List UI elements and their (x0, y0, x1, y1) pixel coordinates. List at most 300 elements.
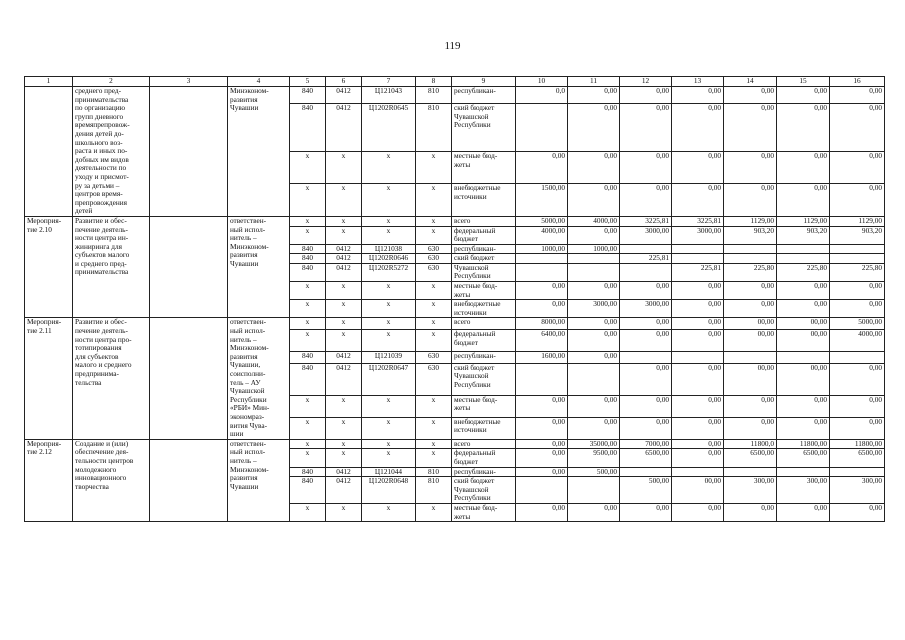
amount-cell (516, 363, 568, 395)
code-section-cell: x (326, 318, 362, 330)
code-target-cell: Ц121039 (362, 351, 416, 363)
amount-cell: 11800,00 (830, 439, 885, 449)
amount-cell: 0,00 (516, 449, 568, 467)
column-number-cell: 13 (672, 77, 724, 87)
code-section-cell: x (326, 395, 362, 417)
code-section-cell: x (326, 330, 362, 352)
code-grbs-cell: 840 (290, 263, 326, 281)
amount-cell: 0,00 (568, 104, 620, 152)
code-section-cell: x (326, 417, 362, 439)
amount-cell: 903,20 (777, 226, 830, 244)
amount-cell: 0,00 (620, 503, 672, 521)
event-name-cell: Развитие и обес- печение деятель- ности центра про- тотипирования для субъектов малого и среднего предпринима- тельства (73, 318, 150, 439)
amount-cell (777, 467, 830, 477)
amount-cell (830, 467, 885, 477)
amount-cell: 8000,00 (516, 318, 568, 330)
code-section-cell: x (326, 216, 362, 226)
amount-cell: 0,00 (672, 449, 724, 467)
budget-table (24, 76, 885, 522)
table-row (25, 216, 885, 226)
amount-cell: 0,00 (830, 104, 885, 152)
amount-cell (568, 254, 620, 264)
code-target-cell: Ц1202R0645 (362, 104, 416, 152)
amount-cell: 0,00 (672, 363, 724, 395)
column-number-cell: 5 (290, 77, 326, 87)
amount-cell (672, 351, 724, 363)
amount-cell: 0,00 (568, 318, 620, 330)
amount-cell: 3000,00 (620, 226, 672, 244)
funding-source-cell: Чувашской Республики (452, 263, 516, 281)
amount-cell: 300,00 (830, 477, 885, 504)
column-number-cell: 1 (25, 77, 73, 87)
amount-cell: 0,00 (830, 363, 885, 395)
amount-cell: 0,00 (672, 282, 724, 300)
amount-cell: 0,00 (516, 151, 568, 183)
amount-cell: 0,00 (724, 395, 777, 417)
column-number-row (25, 77, 885, 87)
event-name-cell: Создание и (или) обеспечение дея- тельности центров молодежного инновационного творчества (73, 439, 150, 521)
amount-cell: 6400,00 (516, 330, 568, 352)
amount-cell: 500,00 (620, 477, 672, 504)
funding-source-cell: местные бюд- жеты (452, 395, 516, 417)
amount-cell: 0,00 (672, 87, 724, 104)
amount-cell (777, 351, 830, 363)
column-number-cell: 8 (416, 77, 452, 87)
amount-cell: 0,00 (830, 417, 885, 439)
amount-cell: 1000,00 (568, 244, 620, 254)
code-type-cell: 630 (416, 351, 452, 363)
amount-cell: 0,00 (568, 503, 620, 521)
table-body (25, 77, 885, 522)
code-grbs-cell: x (290, 395, 326, 417)
event-number-cell: Мероприя- тие 2.11 (25, 318, 73, 439)
code-type-cell: x (416, 226, 452, 244)
code-type-cell: 810 (416, 104, 452, 152)
amount-cell: 1500,00 (516, 184, 568, 217)
code-target-cell: x (362, 318, 416, 330)
amount-cell (672, 244, 724, 254)
amount-cell: 0,00 (672, 439, 724, 449)
amount-cell: 903,20 (724, 226, 777, 244)
code-grbs-cell: 840 (290, 351, 326, 363)
amount-cell: 0,00 (777, 300, 830, 318)
executor-cell: ответствен- ный испол- нитель – Минэконом- развития Чувашии (228, 216, 290, 318)
amount-cell: 00,00 (777, 330, 830, 352)
code-section-cell: x (326, 282, 362, 300)
code-target-cell: x (362, 449, 416, 467)
amount-cell (620, 244, 672, 254)
code-section-cell: x (326, 439, 362, 449)
column-number-cell: 11 (568, 77, 620, 87)
code-type-cell: x (416, 439, 452, 449)
amount-cell: 0,00 (620, 104, 672, 152)
event-number-cell (25, 87, 73, 217)
code-type-cell: 630 (416, 254, 452, 264)
code-section-cell: 0412 (326, 263, 362, 281)
code-section-cell: 0412 (326, 87, 362, 104)
amount-cell: 0,00 (516, 439, 568, 449)
code-type-cell: 810 (416, 87, 452, 104)
funding-source-cell: всего (452, 216, 516, 226)
funding-source-cell: всего (452, 318, 516, 330)
funding-source-cell: всего (452, 439, 516, 449)
amount-cell: 225,81 (672, 263, 724, 281)
amount-cell: 0,00 (672, 151, 724, 183)
amount-cell: 0,00 (777, 503, 830, 521)
amount-cell (516, 263, 568, 281)
code-type-cell: x (416, 503, 452, 521)
funding-source-cell: ский бюджет Чувашской Республики (452, 363, 516, 395)
funding-source-cell: местные бюд- жеты (452, 282, 516, 300)
amount-cell: 0,00 (672, 330, 724, 352)
amount-cell: 4000,00 (516, 226, 568, 244)
amount-cell (516, 254, 568, 264)
column-number-cell: 4 (228, 77, 290, 87)
amount-cell: 00,00 (777, 318, 830, 330)
code-target-cell: Ц121044 (362, 467, 416, 477)
amount-cell: 0,00 (516, 282, 568, 300)
funding-source-cell: федеральный бюджет (452, 226, 516, 244)
amount-cell: 0,00 (568, 351, 620, 363)
code-type-cell: 810 (416, 477, 452, 504)
amount-cell: 0,00 (516, 395, 568, 417)
amount-cell (724, 254, 777, 264)
amount-cell: 6500,00 (830, 449, 885, 467)
amount-cell: 7000,00 (620, 439, 672, 449)
code-type-cell: x (416, 395, 452, 417)
executor-cell: ответствен- ный испол- нитель – Минэконом- развития Чувашии (228, 439, 290, 521)
code-grbs-cell: 840 (290, 477, 326, 504)
code-target-cell: Ц1202R5272 (362, 263, 416, 281)
amount-cell: 0,00 (516, 417, 568, 439)
table-row (25, 318, 885, 330)
column-number-cell: 9 (452, 77, 516, 87)
code-section-cell: x (326, 151, 362, 183)
amount-cell: 3225,81 (672, 216, 724, 226)
amount-cell: 0,00 (516, 300, 568, 318)
code-section-cell: 0412 (326, 363, 362, 395)
amount-cell: 0,00 (568, 184, 620, 217)
code-type-cell: x (416, 318, 452, 330)
amount-cell: 0,00 (672, 417, 724, 439)
code-grbs-cell: x (290, 503, 326, 521)
amount-cell: 225,80 (830, 263, 885, 281)
code-section-cell: x (326, 503, 362, 521)
code-target-cell: x (362, 300, 416, 318)
code-target-cell: Ц121043 (362, 87, 416, 104)
amount-cell: 0,00 (620, 282, 672, 300)
amount-cell: 0,00 (568, 417, 620, 439)
amount-cell: 4000,00 (830, 330, 885, 352)
code-target-cell: x (362, 282, 416, 300)
code-type-cell: 630 (416, 363, 452, 395)
amount-cell: 9500,00 (568, 449, 620, 467)
amount-cell (672, 467, 724, 477)
code-type-cell: x (416, 300, 452, 318)
code-grbs-cell: x (290, 184, 326, 217)
table-row (25, 87, 885, 104)
amount-cell: 0,00 (620, 395, 672, 417)
amount-cell: 0,00 (620, 363, 672, 395)
amount-cell: 0,00 (568, 330, 620, 352)
amount-cell: 1129,00 (724, 216, 777, 226)
column-number-cell: 2 (73, 77, 150, 87)
code-grbs-cell: x (290, 417, 326, 439)
amount-cell: 0,00 (620, 330, 672, 352)
code-grbs-cell: x (290, 300, 326, 318)
amount-cell: 0,00 (672, 318, 724, 330)
amount-cell: 00,00 (724, 318, 777, 330)
amount-cell: 6500,00 (620, 449, 672, 467)
amount-cell: 0,00 (516, 503, 568, 521)
amount-cell: 6500,00 (724, 449, 777, 467)
amount-cell (724, 467, 777, 477)
amount-cell: 0,00 (620, 87, 672, 104)
funding-source-cell: внебюджетные источники (452, 184, 516, 217)
amount-cell: 11800,0 (724, 439, 777, 449)
code-target-cell: Ц121038 (362, 244, 416, 254)
event-name-cell: Развитие и обес- печение деятель- ности центра ин- жиниринга для субъектов малого и среднего пред- принимательства (73, 216, 150, 318)
amount-cell (777, 254, 830, 264)
amount-cell: 00,00 (724, 330, 777, 352)
amount-cell: 0,0 (516, 87, 568, 104)
amount-cell: 0,00 (777, 104, 830, 152)
amount-cell: 0,00 (724, 87, 777, 104)
amount-cell: 0,00 (724, 104, 777, 152)
amount-cell: 0,00 (724, 282, 777, 300)
amount-cell: 0,00 (830, 184, 885, 217)
event-name-cell: среднего пред- принимательства по организацию групп дневного времяпрепровож- дения детей до- школьного воз- раста и иных по- добных им видов деятельности по уходу и присмот- ру за детьми – центров время- препровождения детей (73, 87, 150, 217)
code-section-cell: 0412 (326, 351, 362, 363)
code-target-cell: x (362, 503, 416, 521)
code-target-cell: x (362, 330, 416, 352)
column-number-cell: 7 (362, 77, 416, 87)
amount-cell: 0,00 (672, 104, 724, 152)
amount-cell: 0,00 (724, 300, 777, 318)
amount-cell: 1600,00 (516, 351, 568, 363)
amount-cell (672, 254, 724, 264)
code-target-cell: x (362, 439, 416, 449)
funding-source-cell: внебюджетные источники (452, 417, 516, 439)
code-grbs-cell: 840 (290, 87, 326, 104)
amount-cell: 0,00 (568, 151, 620, 183)
amount-cell: 0,00 (672, 300, 724, 318)
code-target-cell: Ц1202R0646 (362, 254, 416, 264)
code-section-cell: 0412 (326, 477, 362, 504)
code-target-cell: x (362, 226, 416, 244)
amount-cell (777, 244, 830, 254)
event-number-cell: Мероприя- тие 2.10 (25, 216, 73, 318)
amount-cell: 0,00 (830, 87, 885, 104)
amount-cell: 00,00 (672, 477, 724, 504)
funding-source-cell: ский бюджет Чувашской Республики (452, 477, 516, 504)
amount-cell (830, 254, 885, 264)
amount-cell: 0,00 (516, 467, 568, 477)
amount-cell: 0,00 (620, 318, 672, 330)
amount-cell (568, 477, 620, 504)
code-type-cell: 630 (416, 244, 452, 254)
amount-cell: 35000,00 (568, 439, 620, 449)
code-grbs-cell: 840 (290, 363, 326, 395)
funding-source-cell: местные бюд- жеты (452, 151, 516, 183)
code-grbs-cell: x (290, 151, 326, 183)
amount-cell: 0,00 (830, 282, 885, 300)
funding-source-cell: ский бюджет Чувашской Республики (452, 104, 516, 152)
amount-cell: 11800,00 (777, 439, 830, 449)
column-number-cell: 12 (620, 77, 672, 87)
executor-cell: ответствен- ный испол- нитель – Минэконом- развития Чувашии, соисполни- тель – АУ Чувашской Республики «РБИ» Мин- экономраз- вития Чува- шии (228, 318, 290, 439)
amount-cell: 3000,00 (620, 300, 672, 318)
amount-cell: 225,81 (620, 254, 672, 264)
amount-cell: 0,00 (672, 184, 724, 217)
funding-source-cell: федеральный бюджет (452, 330, 516, 352)
code-grbs-cell: 840 (290, 254, 326, 264)
amount-cell: 0,00 (672, 395, 724, 417)
funding-source-cell: внебюджетные источники (452, 300, 516, 318)
amount-cell: 0,00 (724, 503, 777, 521)
code-grbs-cell: 840 (290, 467, 326, 477)
amount-cell: 903,20 (830, 226, 885, 244)
column-number-cell: 16 (830, 77, 885, 87)
funding-source-cell: республикан- (452, 244, 516, 254)
code-section-cell: 0412 (326, 467, 362, 477)
code-grbs-cell: x (290, 216, 326, 226)
code-section-cell: x (326, 449, 362, 467)
amount-cell: 0,00 (620, 417, 672, 439)
amount-cell: 00,00 (777, 363, 830, 395)
amount-cell: 300,00 (777, 477, 830, 504)
code-section-cell: x (326, 184, 362, 217)
amount-cell: 0,00 (568, 282, 620, 300)
code-target-cell: Ц1202R0647 (362, 363, 416, 395)
amount-cell: 0,00 (568, 87, 620, 104)
code-grbs-cell: x (290, 330, 326, 352)
amount-cell: 00,00 (724, 363, 777, 395)
code-target-cell: x (362, 151, 416, 183)
code-type-cell: x (416, 184, 452, 217)
empty-cell (150, 318, 228, 439)
code-grbs-cell: 840 (290, 244, 326, 254)
event-number-cell: Мероприя- тие 2.12 (25, 439, 73, 521)
code-type-cell: x (416, 449, 452, 467)
amount-cell (568, 363, 620, 395)
empty-cell (150, 439, 228, 521)
amount-cell: 0,00 (830, 395, 885, 417)
amount-cell: 0,00 (620, 151, 672, 183)
amount-cell: 0,00 (724, 184, 777, 217)
amount-cell (830, 244, 885, 254)
table-row (25, 439, 885, 449)
amount-cell: 5000,00 (830, 318, 885, 330)
amount-cell: 0,00 (830, 503, 885, 521)
amount-cell: 0,00 (724, 417, 777, 439)
amount-cell: 0,00 (620, 184, 672, 217)
funding-source-cell: республикан- (452, 87, 516, 104)
code-section-cell: x (326, 226, 362, 244)
code-target-cell: x (362, 184, 416, 217)
amount-cell: 0,00 (830, 300, 885, 318)
column-number-cell: 6 (326, 77, 362, 87)
amount-cell: 5000,00 (516, 216, 568, 226)
amount-cell: 0,00 (724, 151, 777, 183)
column-number-cell: 14 (724, 77, 777, 87)
amount-cell (724, 244, 777, 254)
amount-cell: 3225,81 (620, 216, 672, 226)
amount-cell: 0,00 (568, 226, 620, 244)
column-number-cell: 15 (777, 77, 830, 87)
amount-cell (516, 477, 568, 504)
amount-cell: 0,00 (672, 503, 724, 521)
amount-cell: 0,00 (777, 282, 830, 300)
funding-source-cell: федеральный бюджет (452, 449, 516, 467)
code-type-cell: x (416, 216, 452, 226)
code-section-cell: 0412 (326, 104, 362, 152)
amount-cell: 1129,00 (830, 216, 885, 226)
amount-cell: 0,00 (777, 184, 830, 217)
code-section-cell: 0412 (326, 254, 362, 264)
amount-cell: 0,00 (777, 395, 830, 417)
code-type-cell: 810 (416, 467, 452, 477)
code-section-cell: x (326, 300, 362, 318)
amount-cell: 225,80 (777, 263, 830, 281)
code-type-cell: 630 (416, 263, 452, 281)
amount-cell: 225,80 (724, 263, 777, 281)
amount-cell: 3000,00 (672, 226, 724, 244)
code-grbs-cell: x (290, 439, 326, 449)
amount-cell: 4000,00 (568, 216, 620, 226)
funding-source-cell: местные бюд- жеты (452, 503, 516, 521)
code-target-cell: x (362, 417, 416, 439)
code-type-cell: x (416, 282, 452, 300)
amount-cell (516, 104, 568, 152)
amount-cell: 1129,00 (777, 216, 830, 226)
amount-cell (620, 351, 672, 363)
code-type-cell: x (416, 330, 452, 352)
funding-source-cell: ский бюджет (452, 254, 516, 264)
code-target-cell: Ц1202R0648 (362, 477, 416, 504)
amount-cell: 0,00 (777, 417, 830, 439)
amount-cell (568, 263, 620, 281)
page-number: 119 (444, 40, 461, 52)
code-grbs-cell: x (290, 318, 326, 330)
code-target-cell: x (362, 395, 416, 417)
empty-cell (150, 216, 228, 318)
code-target-cell: x (362, 216, 416, 226)
amount-cell: 0,00 (830, 151, 885, 183)
code-grbs-cell: 840 (290, 104, 326, 152)
amount-cell (620, 263, 672, 281)
amount-cell: 3000,00 (568, 300, 620, 318)
amount-cell: 0,00 (777, 151, 830, 183)
amount-cell: 1000,00 (516, 244, 568, 254)
amount-cell: 300,00 (724, 477, 777, 504)
empty-cell (150, 87, 228, 217)
amount-cell: 500,00 (568, 467, 620, 477)
amount-cell: 6500,00 (777, 449, 830, 467)
amount-cell (830, 351, 885, 363)
funding-source-cell: республикан- (452, 351, 516, 363)
column-number-cell: 10 (516, 77, 568, 87)
funding-source-cell: республикан- (452, 467, 516, 477)
amount-cell (724, 351, 777, 363)
code-type-cell: x (416, 151, 452, 183)
code-section-cell: 0412 (326, 244, 362, 254)
code-grbs-cell: x (290, 226, 326, 244)
amount-cell: 0,00 (777, 87, 830, 104)
code-type-cell: x (416, 417, 452, 439)
amount-cell (620, 467, 672, 477)
code-grbs-cell: x (290, 449, 326, 467)
